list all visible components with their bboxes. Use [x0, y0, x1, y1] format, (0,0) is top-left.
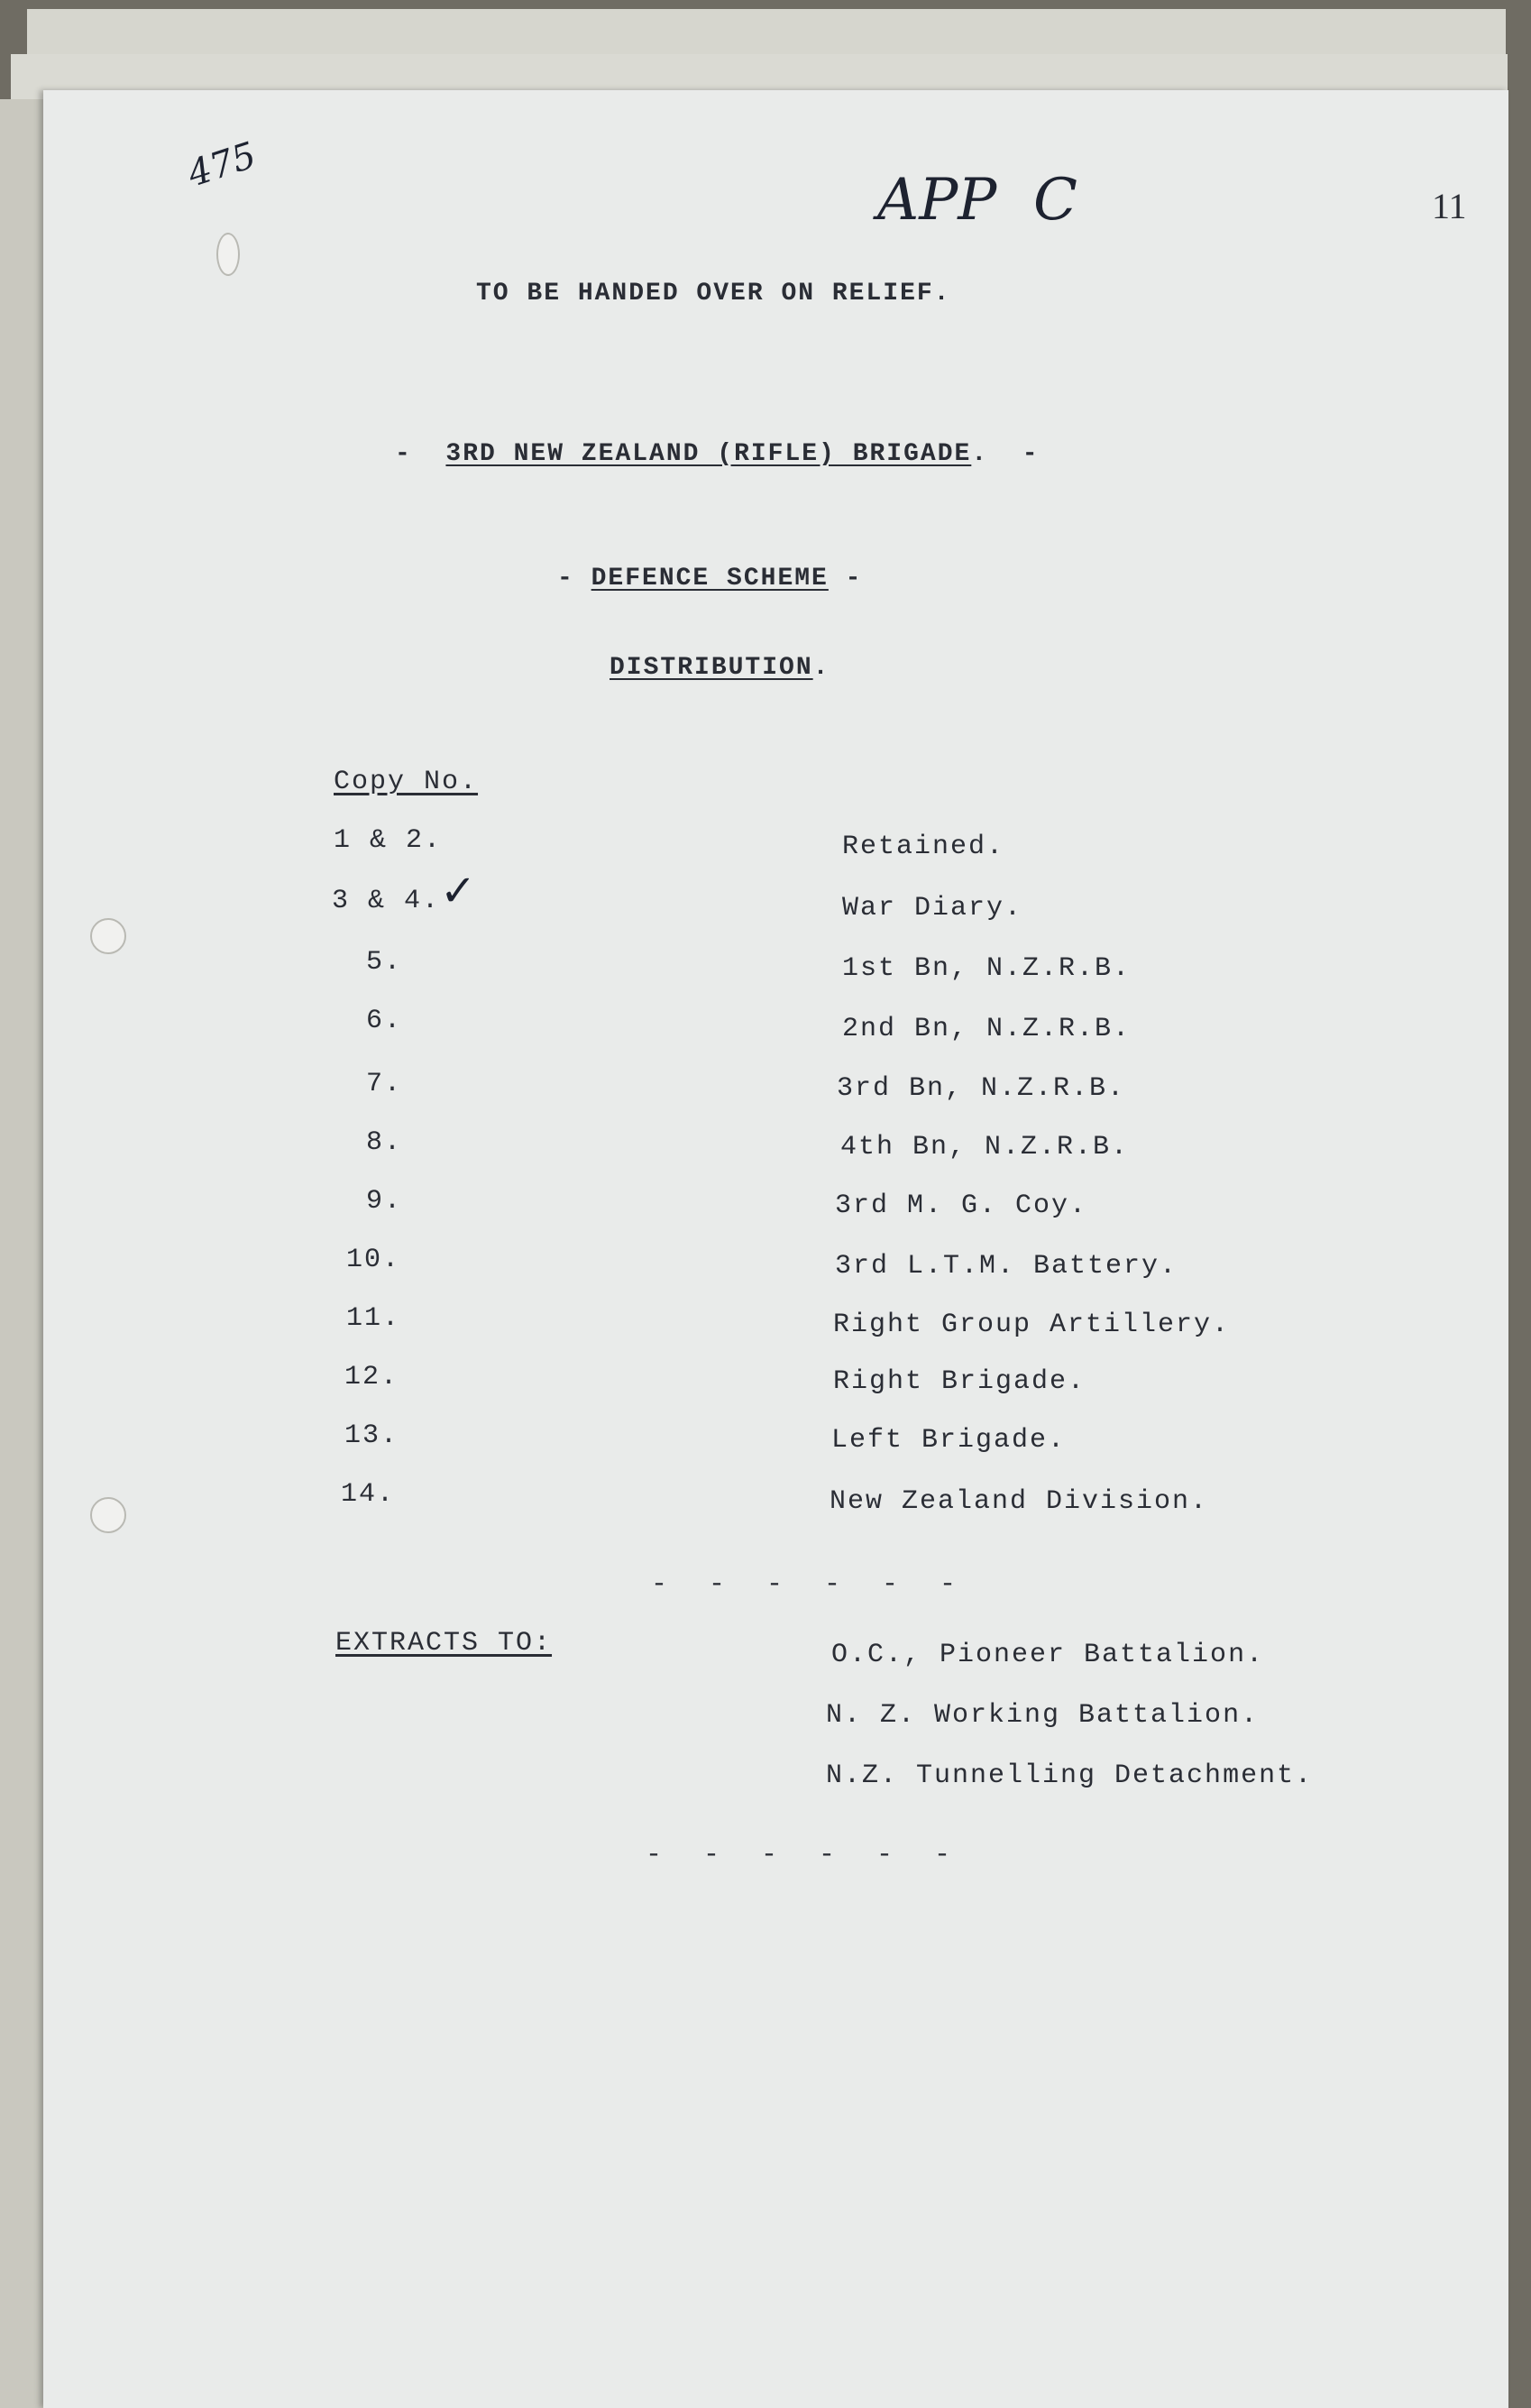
copy-number: 11.: [346, 1303, 401, 1334]
handover-note: TO BE HANDED OVER ON RELIEF.: [476, 280, 951, 308]
page-number: 11: [1432, 186, 1467, 226]
copy-number: 13.: [344, 1420, 399, 1451]
copy-number: 5.: [366, 947, 403, 978]
copy-number: 10.: [346, 1245, 401, 1275]
separator: - - - - - -: [651, 1569, 969, 1600]
punch-hole: [90, 1497, 126, 1533]
separator: - - - - - -: [646, 1840, 964, 1870]
copy-number: 7.: [366, 1069, 403, 1099]
document-page: [43, 90, 1508, 2408]
recipient: 1st Bn, N.Z.R.B.: [842, 953, 1132, 984]
distribution-title-line: DISTRIBUTION.: [610, 654, 830, 682]
scheme-title-line: - DEFENCE SCHEME -: [557, 565, 863, 593]
folio-number: 475: [182, 134, 261, 196]
recipient: 3rd Bn, N.Z.R.B.: [837, 1073, 1126, 1104]
check-mark: ✓: [440, 866, 477, 916]
distribution-title: DISTRIBUTION: [610, 654, 813, 682]
copy-number: 3 & 4.: [332, 886, 441, 916]
recipient: 3rd L.T.M. Battery.: [835, 1251, 1178, 1282]
recipient: 4th Bn, N.Z.R.B.: [840, 1132, 1130, 1163]
unit-title-line: - 3RD NEW ZEALAND (RIFLE) BRIGADE. -: [395, 440, 1040, 468]
recipient: New Zealand Division.: [830, 1486, 1209, 1517]
recipient: War Diary.: [842, 893, 1023, 924]
punch-hole: [216, 233, 240, 276]
copy-number: 6.: [366, 1006, 403, 1036]
appendix-mark: APP C: [877, 167, 1077, 234]
extract-recipient: N. Z. Working Battalion.: [826, 1700, 1260, 1731]
recipient: Right Brigade.: [833, 1366, 1086, 1397]
scheme-title: DEFENCE SCHEME: [591, 565, 829, 593]
extracts-label: EXTRACTS TO:: [335, 1628, 553, 1659]
recipient: Left Brigade.: [831, 1425, 1067, 1456]
copy-number: 12.: [344, 1362, 399, 1392]
recipient: 2nd Bn, N.Z.R.B.: [842, 1014, 1132, 1044]
copy-number: 8.: [366, 1127, 403, 1158]
copy-number: 9.: [366, 1186, 403, 1217]
extract-recipient: N.Z. Tunnelling Detachment.: [826, 1760, 1314, 1791]
unit-title: 3RD NEW ZEALAND (RIFLE) BRIGADE: [445, 440, 972, 468]
recipient: Retained.: [842, 832, 1005, 862]
recipient: Right Group Artillery.: [833, 1310, 1231, 1340]
copy-number: 1 & 2.: [334, 825, 443, 856]
extract-recipient: O.C., Pioneer Battalion.: [831, 1640, 1265, 1670]
copy-number: 14.: [341, 1479, 396, 1510]
punch-hole: [90, 918, 126, 954]
recipient: 3rd M. G. Coy.: [835, 1190, 1088, 1221]
copy-no-heading: Copy No.: [334, 767, 479, 797]
